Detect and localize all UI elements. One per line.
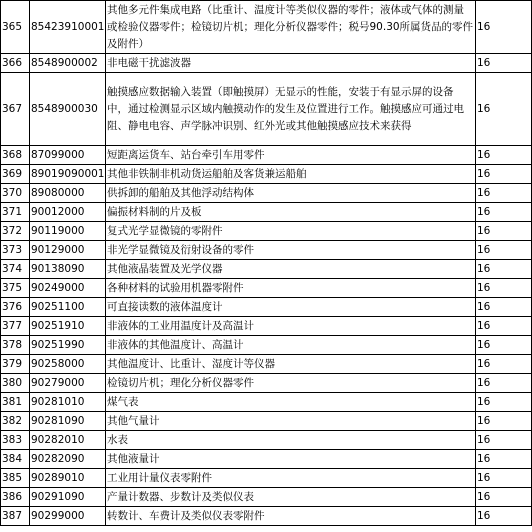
rate-cell: 16 [476, 241, 532, 260]
hs-code-cell: 85423910001 [30, 1, 106, 54]
tariff-table-body [1, 1, 532, 526]
description-cell: 煤气表 [106, 393, 476, 412]
rate-cell: 16 [476, 412, 532, 431]
seq-cell: 368 [1, 146, 30, 165]
seq-cell: 380 [1, 374, 30, 393]
hs-code-cell: 90282090 [30, 450, 106, 469]
description-cell: 其他液量计 [106, 450, 476, 469]
hs-code-cell: 87099000 [30, 146, 106, 165]
rate-cell: 16 [476, 54, 532, 73]
seq-cell: 379 [1, 355, 30, 374]
description-cell: 检镜切片机；理化分析仪器零件 [106, 374, 476, 393]
table-row [1, 184, 532, 203]
seq-cell: 385 [1, 469, 30, 488]
seq-cell: 384 [1, 450, 30, 469]
seq-cell: 371 [1, 203, 30, 222]
description-cell: 工业用计量仪表零附件 [106, 469, 476, 488]
description-cell: 水表 [106, 431, 476, 450]
hs-code-cell: 90119000 [30, 222, 106, 241]
table-row [1, 488, 532, 507]
description-cell: 非电磁干扰滤波器 [106, 54, 476, 73]
seq-cell: 374 [1, 260, 30, 279]
table-row [1, 73, 532, 146]
description-cell: 各种材料的试验用机器零附件 [106, 279, 476, 298]
seq-cell: 370 [1, 184, 30, 203]
rate-cell: 16 [476, 450, 532, 469]
description-cell: 供拆卸的船舶及其他浮动结构体 [106, 184, 476, 203]
description-cell: 其他温度计、比重计、湿度计等仪器 [106, 355, 476, 374]
seq-cell: 369 [1, 165, 30, 184]
description-cell: 其他非铁制非机动货运船舶及客货兼运船舶 [106, 165, 476, 184]
table-row [1, 469, 532, 488]
hs-code-cell: 90282010 [30, 431, 106, 450]
table-row [1, 298, 532, 317]
rate-cell: 16 [476, 469, 532, 488]
table-row [1, 279, 532, 298]
table-row [1, 241, 532, 260]
description-cell: 其他液晶装置及光学仪器 [106, 260, 476, 279]
hs-code-cell: 90251910 [30, 317, 106, 336]
hs-code-cell: 8548900030 [30, 73, 106, 146]
description-cell: 其他多元件集成电路（比重计、温度计等类似仪器的零件；液体或气体的测量或检验仪器零件；检镜切片机；理化分析仪器零件；税号90.30所属货品的零件及附件） [106, 1, 476, 54]
rate-cell: 16 [476, 298, 532, 317]
hs-code-cell: 89019090001 [30, 165, 106, 184]
rate-cell: 16 [476, 165, 532, 184]
rate-cell: 16 [476, 507, 532, 526]
hs-code-cell: 90289010 [30, 469, 106, 488]
table-row [1, 450, 532, 469]
table-row [1, 431, 532, 450]
seq-cell: 386 [1, 488, 30, 507]
rate-cell: 16 [476, 355, 532, 374]
rate-cell: 16 [476, 279, 532, 298]
hs-code-cell: 90281010 [30, 393, 106, 412]
seq-cell: 375 [1, 279, 30, 298]
hs-code-cell: 90299000 [30, 507, 106, 526]
description-cell: 触摸感应数据输入装置（即触摸屏）无显示的性能，安装于有显示屏的设备中，通过检测显示区域内触摸动作的发生及位置进行工作。触摸感应可通过电阻、静电电容、声学脉冲识别、红外光或其他触摸感应技术来获得 [106, 73, 476, 146]
description-cell: 非光学显微镜及衍射设备的零件 [106, 241, 476, 260]
table-row [1, 146, 532, 165]
hs-code-cell: 90129000 [30, 241, 106, 260]
seq-cell: 372 [1, 222, 30, 241]
hs-code-cell: 90251100 [30, 298, 106, 317]
description-cell: 其他气量计 [106, 412, 476, 431]
hs-code-cell: 90251990 [30, 336, 106, 355]
rate-cell: 16 [476, 488, 532, 507]
hs-code-cell: 90281090 [30, 412, 106, 431]
description-cell: 非液体的工业用温度计及高温计 [106, 317, 476, 336]
rate-cell: 16 [476, 146, 532, 165]
table-row [1, 222, 532, 241]
description-cell: 转数计、车费计及类似仪表零附件 [106, 507, 476, 526]
description-cell: 非液体的其他温度计、高温计 [106, 336, 476, 355]
rate-cell: 16 [476, 222, 532, 241]
description-cell: 复式光学显微镜的零附件 [106, 222, 476, 241]
seq-cell: 381 [1, 393, 30, 412]
table-row [1, 355, 532, 374]
table-row [1, 1, 532, 54]
rate-cell: 16 [476, 317, 532, 336]
table-row [1, 165, 532, 184]
hs-code-cell: 90291090 [30, 488, 106, 507]
rate-cell: 16 [476, 1, 532, 54]
description-cell: 可直接读数的液体温度计 [106, 298, 476, 317]
table-row [1, 260, 532, 279]
seq-cell: 377 [1, 317, 30, 336]
seq-cell: 382 [1, 412, 30, 431]
seq-cell: 387 [1, 507, 30, 526]
table-row [1, 412, 532, 431]
seq-cell: 373 [1, 241, 30, 260]
hs-code-cell: 90012000 [30, 203, 106, 222]
table-row [1, 203, 532, 222]
rate-cell: 16 [476, 336, 532, 355]
rate-cell: 16 [476, 184, 532, 203]
table-row [1, 54, 532, 73]
rate-cell: 16 [476, 374, 532, 393]
seq-cell: 378 [1, 336, 30, 355]
rate-cell: 16 [476, 73, 532, 146]
description-cell: 偏振材料制的片及板 [106, 203, 476, 222]
seq-cell: 366 [1, 54, 30, 73]
hs-code-cell: 90279000 [30, 374, 106, 393]
table-row [1, 336, 532, 355]
hs-code-cell: 90138090 [30, 260, 106, 279]
seq-cell: 376 [1, 298, 30, 317]
description-cell: 产量计数器、步数计及类似仪表 [106, 488, 476, 507]
table-row [1, 507, 532, 526]
rate-cell: 16 [476, 431, 532, 450]
rate-cell: 16 [476, 260, 532, 279]
table-row [1, 374, 532, 393]
rate-cell: 16 [476, 393, 532, 412]
table-row [1, 393, 532, 412]
hs-code-cell: 90249000 [30, 279, 106, 298]
table-row [1, 317, 532, 336]
hs-code-cell: 89080000 [30, 184, 106, 203]
hs-code-cell: 90258000 [30, 355, 106, 374]
rate-cell: 16 [476, 203, 532, 222]
hs-code-cell: 8548900002 [30, 54, 106, 73]
description-cell: 短距离运货车、站台牵引车用零件 [106, 146, 476, 165]
seq-cell: 365 [1, 1, 30, 54]
seq-cell: 383 [1, 431, 30, 450]
seq-cell: 367 [1, 73, 30, 146]
